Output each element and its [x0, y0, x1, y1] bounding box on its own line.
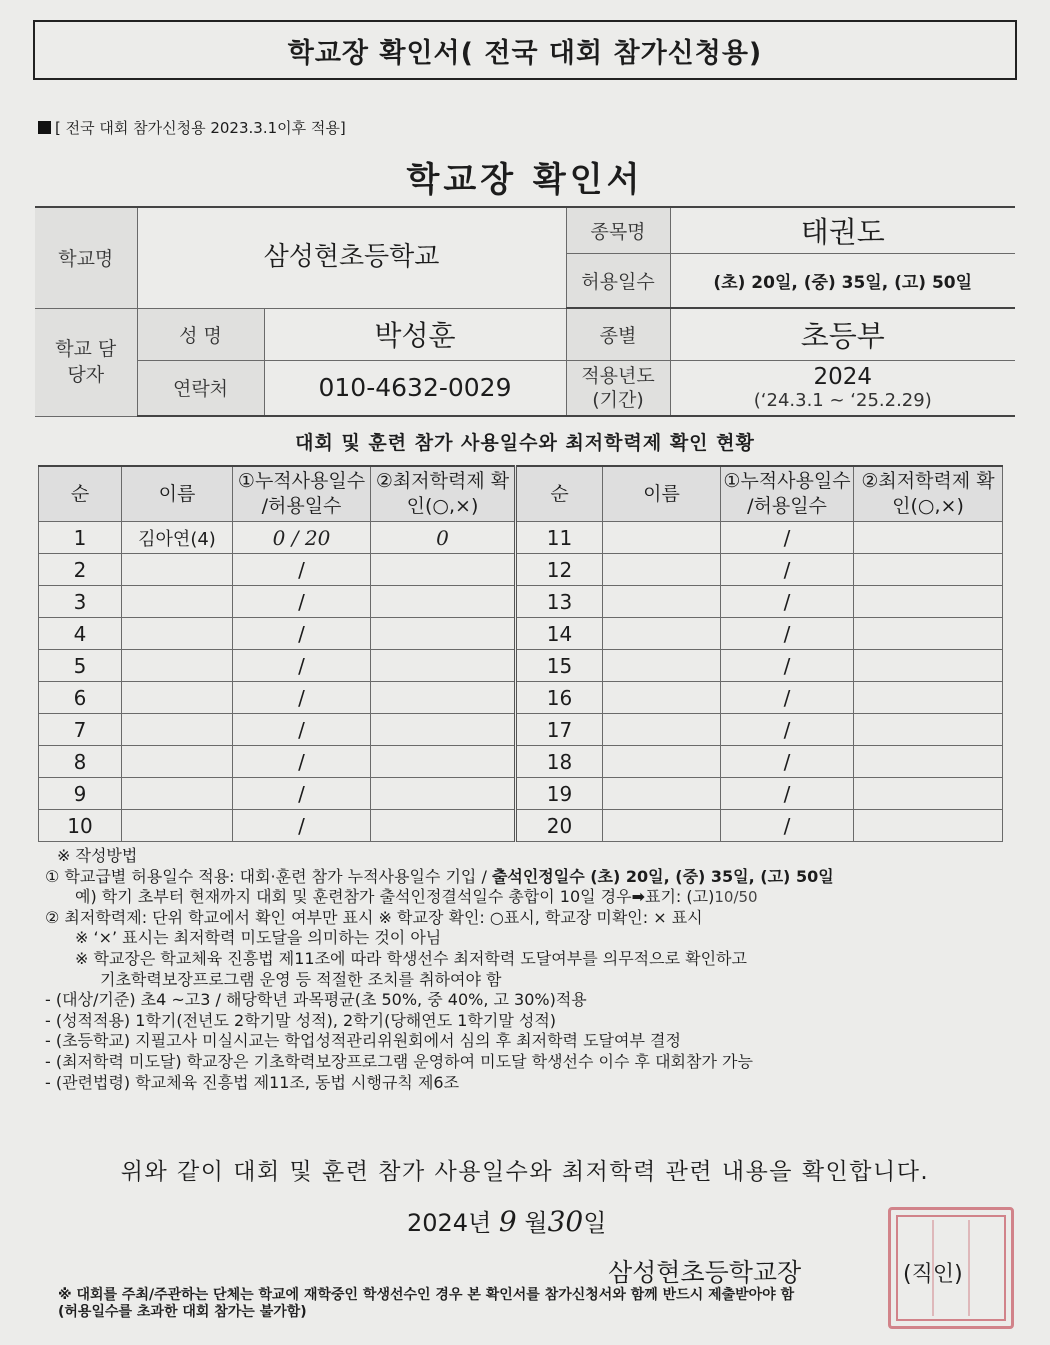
check-value [854, 714, 1003, 746]
student-name [122, 650, 233, 682]
detail-5: - (관련법령) 학교체육 진흥법 제11조, 동법 시행규칙 제6조 [45, 1072, 460, 1092]
days-value: / [721, 682, 854, 714]
student-name [122, 618, 233, 650]
days-value: / [721, 522, 854, 554]
row-no: 1 [39, 522, 122, 554]
row-no: 8 [39, 746, 122, 778]
instruction-1-example [45, 887, 1005, 908]
check-value [854, 682, 1003, 714]
date-day: 30 [547, 1205, 584, 1238]
days-value: / [233, 746, 371, 778]
row-no: 7 [39, 714, 122, 746]
row-no: 16 [516, 682, 603, 714]
check-value [371, 714, 516, 746]
row-no: 6 [39, 682, 122, 714]
example-label: 표기: (고) [645, 887, 715, 907]
instructions-heading: ※ 작성방법 [57, 846, 138, 865]
student-name [603, 650, 721, 682]
year-cell [670, 360, 1015, 416]
page-title: 학교장 확인서 [406, 160, 644, 200]
days-value: / [721, 778, 854, 810]
student-name [603, 522, 721, 554]
row-no: 19 [516, 778, 603, 810]
check-value [854, 522, 1003, 554]
days-value: / [233, 618, 371, 650]
check-value: 0 [371, 522, 516, 554]
document-header-box [33, 20, 1017, 80]
check-value [854, 650, 1003, 682]
days-value: / [233, 714, 371, 746]
check-value [371, 650, 516, 682]
header-title: 학교장 확인서( 전국 대회 참가신청용) [287, 37, 763, 69]
student-name [122, 746, 233, 778]
footer-line-2: (허용일수를 초과한 대회 참가는 불가함) [58, 1304, 307, 1320]
check-value [371, 618, 516, 650]
footer-line-1: ※ 대회를 주최/주관하는 단체는 학교에 재학중인 학생선수인 경우 본 확인서를 참가신청서와 함께 반드시 제출받아야 함 [58, 1287, 795, 1303]
check-value [371, 810, 516, 842]
check-value [371, 554, 516, 586]
school-name-value: 삼성현초등학교 [137, 207, 566, 308]
date-year: 2024년 [407, 1209, 492, 1237]
detail-2: - (성적적용) 1학기(전년도 2학기말 성적), 2학기(당해연도 1학기말 성적) [45, 1010, 557, 1030]
date-day-unit: 일 [583, 1209, 607, 1237]
days-value: / [721, 746, 854, 778]
seal-label: (직인) [903, 1262, 963, 1287]
row-no: 10 [39, 810, 122, 842]
student-name [603, 778, 721, 810]
division-label: 종별 [566, 308, 670, 360]
student-name [603, 746, 721, 778]
phone-label: 연락처 [137, 360, 264, 416]
footer-note [58, 1287, 988, 1321]
check-value [854, 778, 1003, 810]
check-value [854, 586, 1003, 618]
days-value: / [721, 810, 854, 842]
days-value: / [721, 714, 854, 746]
instruction-2: ② 최저학력제: 단위 학교에서 확인 여부만 표시 ※ 학교장 확인: ○표시, 학교장 미확인: × 표시 [45, 907, 703, 927]
check-value [371, 746, 516, 778]
col-check-left: ②최저학력제 확인(○,×) [371, 466, 516, 522]
year-label: 적용년도 (기간) [566, 360, 670, 416]
instructions [45, 846, 1005, 1093]
col-no-right: 순 [516, 466, 603, 522]
check-value [371, 682, 516, 714]
col-name-left: 이름 [122, 466, 233, 522]
student-name [603, 810, 721, 842]
table-row [39, 778, 1003, 810]
row-no: 3 [39, 586, 122, 618]
division-value: 초등부 [670, 308, 1015, 360]
detail-1: - (대상/기준) 초4 ~고3 / 해당학년 과목평균(초 50%, 중 40%, 고 30%)적용 [45, 990, 587, 1010]
student-name [122, 714, 233, 746]
sport-label: 종목명 [566, 207, 670, 253]
days-value: / [233, 554, 371, 586]
student-name [603, 714, 721, 746]
instruction-2-note-a: ※ ‘×’ 표시는 최저학력 미도달을 의미하는 것이 아님 [75, 928, 442, 948]
student-name [122, 554, 233, 586]
signature-date [407, 1203, 606, 1238]
instruction-1-text: ① 학교급별 허용일수 적용: 대회·훈련 참가 누적사용일수 기입 / [45, 866, 492, 886]
period-value: (‘24.3.1 ~ ‘25.2.29) [753, 389, 932, 411]
contact-group-label: 학교 담당자 [35, 308, 137, 416]
allowed-days-label: 허용일수 [566, 253, 670, 308]
col-days-right: ①누적사용일수 /허용일수 [721, 466, 854, 522]
confirmation-statement: 위와 같이 대회 및 훈련 참가 사용일수와 최저학력 관련 내용을 확인합니다. [120, 1159, 930, 1185]
date-month: 9 [498, 1205, 517, 1238]
table-row [39, 746, 1003, 778]
detail-3: - (초등학교) 지필고사 미실시교는 학업성적관리위원회에서 심의 후 최저학력 도달여부 결정 [45, 1031, 681, 1051]
col-check-right: ②최저학력제 확인(○,×) [854, 466, 1003, 522]
col-no-left: 순 [39, 466, 122, 522]
row-no: 20 [516, 810, 603, 842]
row-no: 17 [516, 714, 603, 746]
school-info-table [35, 206, 1015, 417]
student-name [603, 618, 721, 650]
days-value: / [233, 650, 371, 682]
check-value [371, 778, 516, 810]
table-row [39, 586, 1003, 618]
days-value: / [233, 586, 371, 618]
days-value: 0 / 20 [233, 522, 371, 554]
row-no: 18 [516, 746, 603, 778]
student-name [603, 586, 721, 618]
row-no: 14 [516, 618, 603, 650]
student-name [122, 810, 233, 842]
days-value: / [233, 810, 371, 842]
black-square-icon [38, 121, 51, 134]
col-name-right: 이름 [603, 466, 721, 522]
student-name [122, 586, 233, 618]
days-value: / [233, 682, 371, 714]
row-no: 12 [516, 554, 603, 586]
sport-value: 태권도 [670, 207, 1015, 253]
name-label: 성 명 [137, 308, 264, 360]
check-value [371, 586, 516, 618]
principal-name: 삼성현초등학교장 [608, 1258, 802, 1287]
year-value: 2024 [813, 363, 873, 390]
days-value: / [233, 778, 371, 810]
row-no: 2 [39, 554, 122, 586]
days-value: / [721, 554, 854, 586]
example-text: 예) 학기 초부터 현재까지 대회 및 훈련참가 출석인정결석일수 총합이 10일 경우 [75, 887, 632, 907]
col-days-left: ①누적사용일수 /허용일수 [233, 466, 371, 522]
table-row [39, 554, 1003, 586]
check-value [854, 746, 1003, 778]
table-row [39, 650, 1003, 682]
detail-4: - (최저학력 미도달) 학교장은 기초학력보장프로그램 운영하여 미도달 학생선수 이수 후 대회참가 가능 [45, 1051, 753, 1071]
instruction-1-bold: 출석인정일수 (초) 20일, (중) 35일, (고) 50일 [491, 866, 834, 886]
student-name [603, 682, 721, 714]
row-no: 5 [39, 650, 122, 682]
row-no: 4 [39, 618, 122, 650]
table-row [39, 618, 1003, 650]
allowed-days-value: (초) 20일, (중) 35일, (고) 50일 [670, 253, 1015, 308]
days-value: / [721, 618, 854, 650]
example-value: 10/50 [714, 888, 758, 907]
days-value: / [721, 586, 854, 618]
contact-name-value: 박성훈 [264, 308, 566, 360]
participation-table [38, 465, 1003, 842]
student-name [122, 682, 233, 714]
student-name [122, 778, 233, 810]
days-value: / [721, 650, 854, 682]
applicability-notice [38, 117, 346, 138]
row-no: 13 [516, 586, 603, 618]
student-name [603, 554, 721, 586]
check-value [854, 618, 1003, 650]
check-value [854, 810, 1003, 842]
date-month-unit: 월 [524, 1209, 548, 1237]
row-no: 15 [516, 650, 603, 682]
instruction-2-note-b2: 기초학력보장프로그램 운영 등 적절한 조치를 취하여야 함 [100, 969, 502, 989]
notice-text: [ 전국 대회 참가신청용 2023.3.1이후 적용] [55, 119, 346, 137]
phone-value: 010-4632-0029 [264, 360, 566, 416]
table-row [39, 682, 1003, 714]
right-arrow-icon: ➡ [631, 887, 646, 907]
row-no: 9 [39, 778, 122, 810]
row-no: 11 [516, 522, 603, 554]
section-title: 대회 및 훈련 참가 사용일수와 최저학력제 확인 현황 [295, 432, 755, 454]
instruction-2-note-b1: ※ 학교장은 학교체육 진흥법 제11조에 따라 학생선수 최저학력 도달여부를 의무적으로 확인하고 [75, 948, 747, 968]
table-row [39, 714, 1003, 746]
table-row [39, 522, 1003, 554]
check-value [854, 554, 1003, 586]
school-name-label: 학교명 [35, 207, 137, 308]
student-name: 김아연(4) [122, 522, 233, 554]
table-row [39, 810, 1003, 842]
instruction-1 [45, 867, 1005, 888]
